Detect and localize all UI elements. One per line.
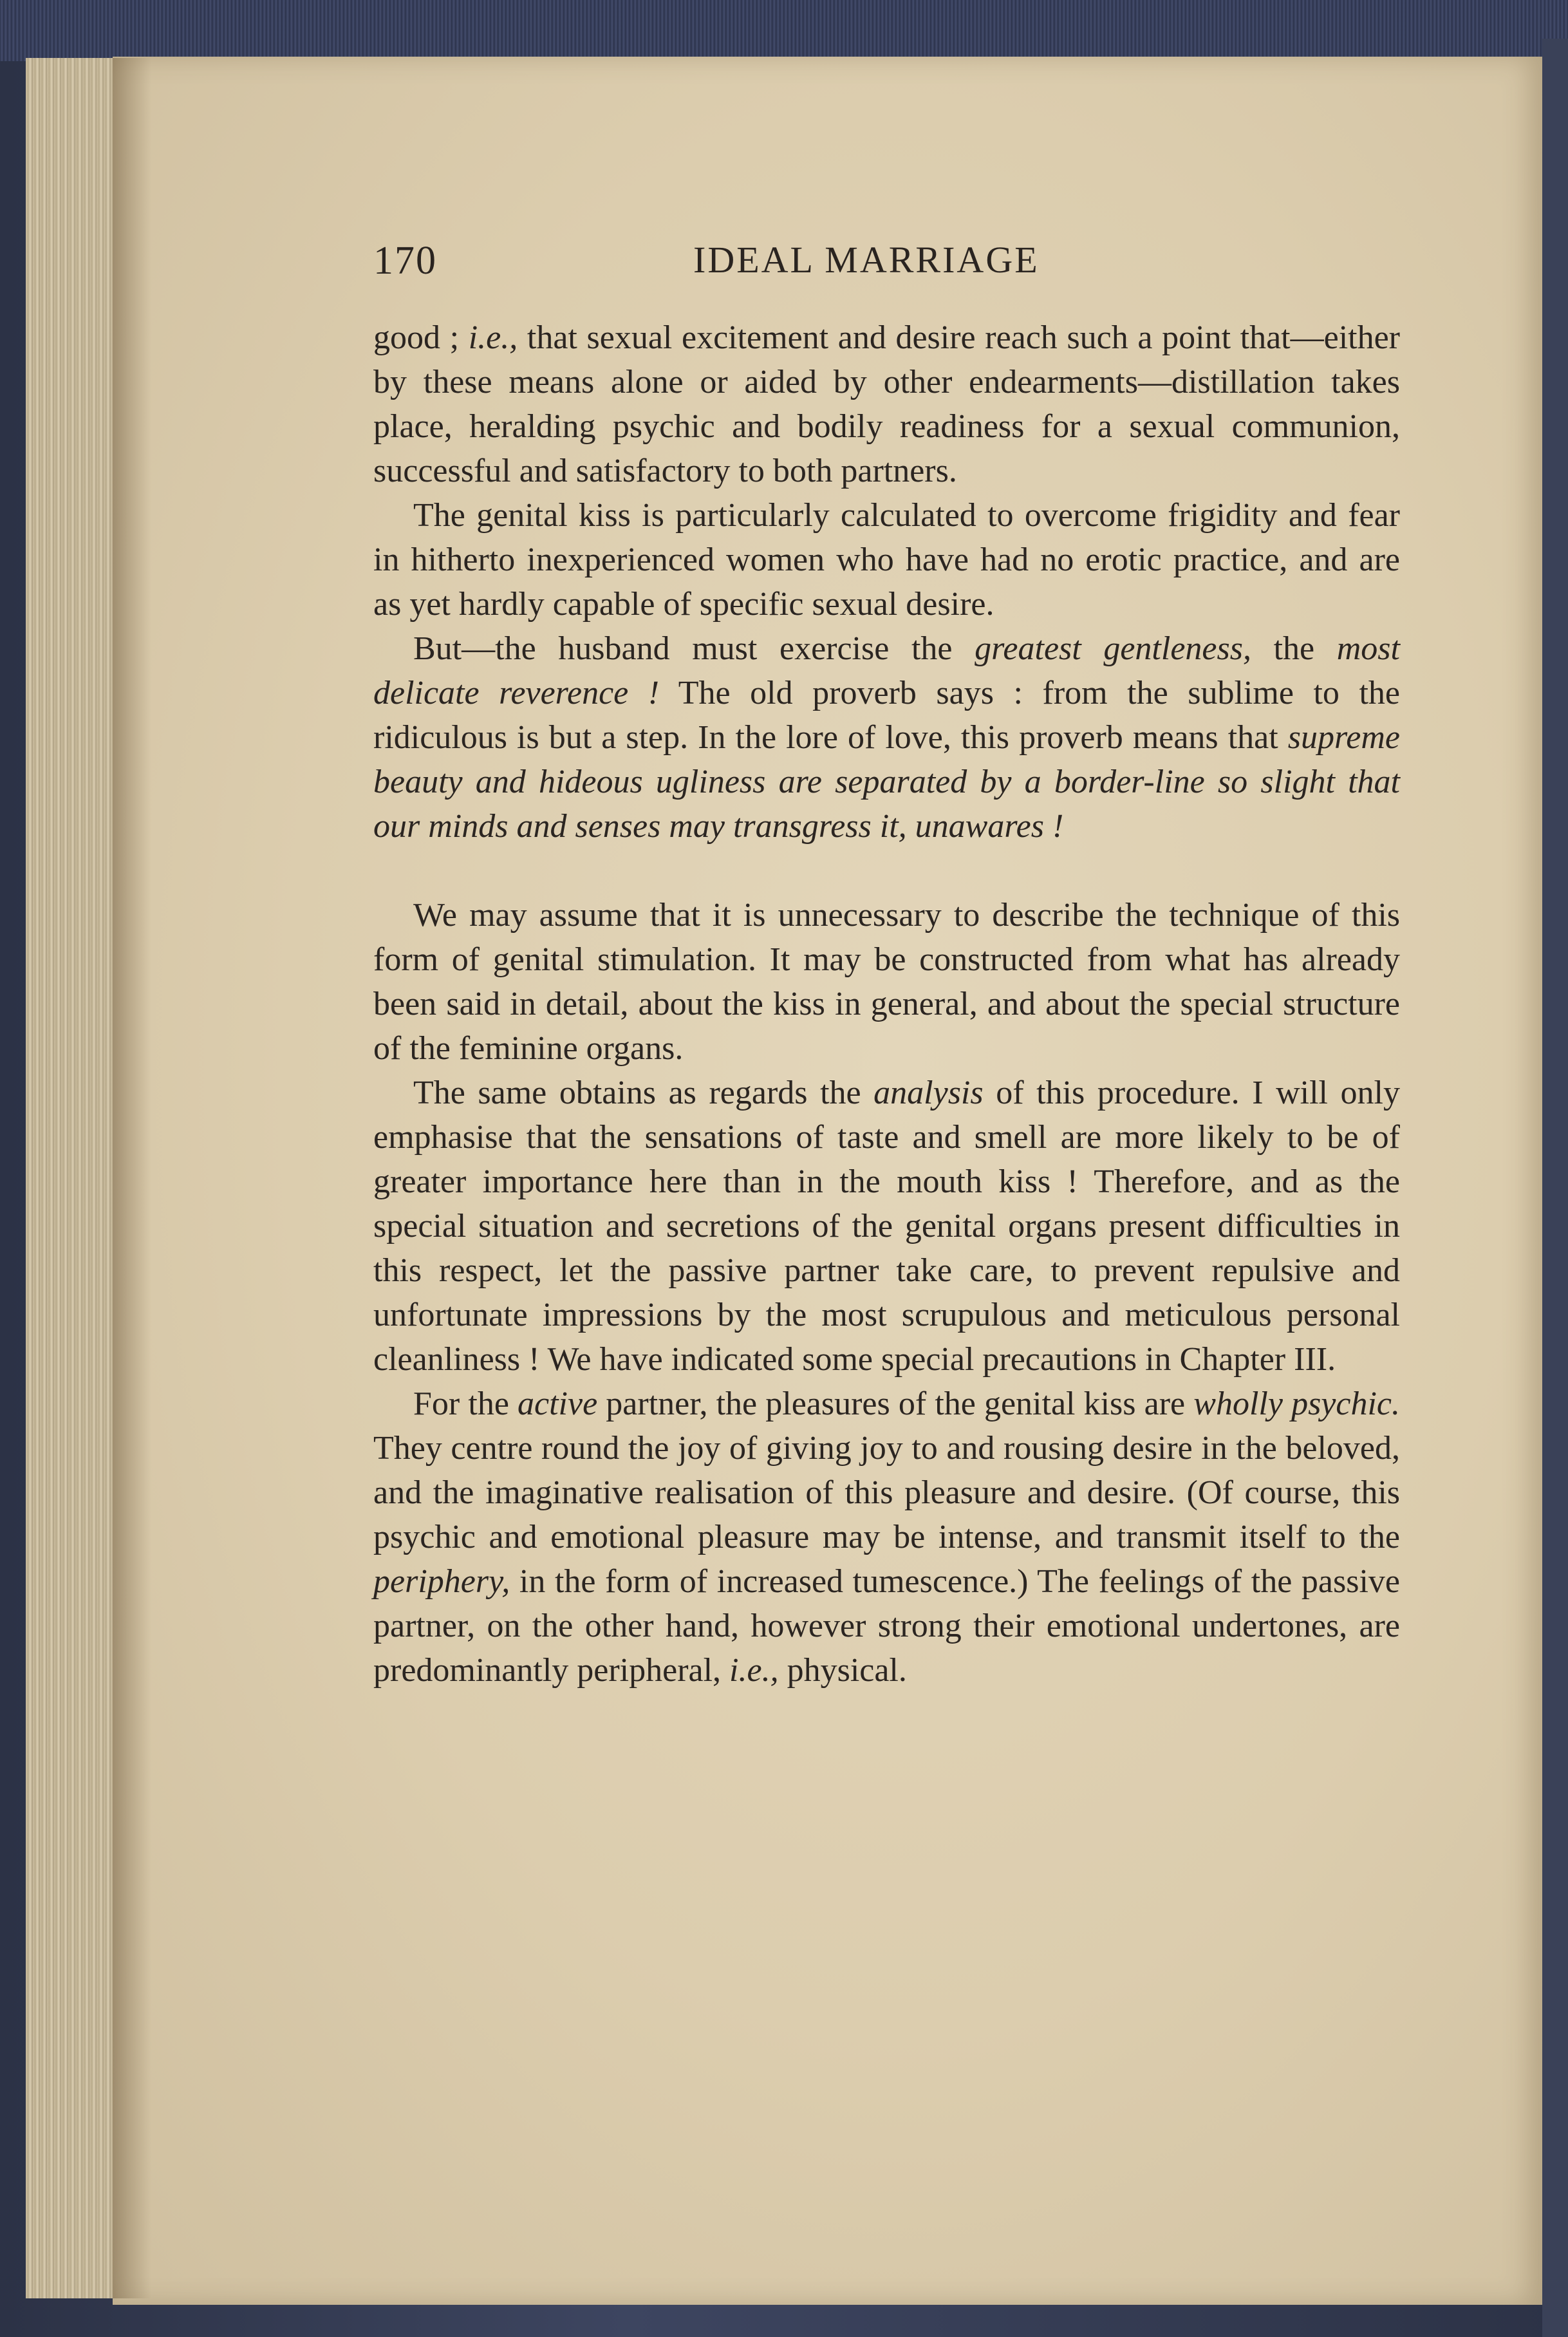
paragraph: We may assume that it is unnecessary to describe the technique of this form of genital stimulation. It may be constructed from what has already been said in detail, about the kiss in general, and about the special structure of the feminine organs. <box>373 897 1400 1067</box>
paragraph: good ; i.e., that sexual excitement and desire reach such a point that—either by these means alone or aided by other endearments—distillation takes place, heralding psychic and bodily readiness for a sexual communion, successful and satisfactory to both partners. <box>373 319 1400 489</box>
book-cover-right-edge <box>1542 39 1568 2337</box>
italic-phrase: supreme beauty and hideous ugliness are separated by a border-line so slight that our minds and senses may transgress it, unawares ! <box>373 719 1400 845</box>
italic-phrase: wholly psychic. <box>1193 1385 1400 1422</box>
italic-phrase: periphery, <box>373 1563 510 1600</box>
page-header <box>373 238 1403 290</box>
italic-phrase: i.e., <box>729 1652 779 1689</box>
book-cover-top-edge <box>0 0 1568 61</box>
paragraph: But—the husband must exercise the greatest gentleness, the most delicate reverence ! The old proverb says : from the sublime to the ridiculous is but a step. In the lore of love, this proverb means that supreme beauty and hideous ugliness are separated by a border-line so slight that our minds and senses may transgress it, unawares ! <box>373 630 1400 845</box>
paragraph: The genital kiss is particularly calculated to overcome frigidity and fear in hitherto inexperienced women who have had no erotic practice, and are as yet hardly capable of specific sexual desire. <box>373 497 1400 623</box>
italic-phrase: analysis <box>873 1075 984 1111</box>
paragraph: The same obtains as regards the analysis of this procedure. I will only emphasise that the sensations of taste and smell are more likely to be of greater importance here than in the mouth kiss ! Therefore, and as the special situation and secretions of the genital organs present difficulties in this respect, let the passive partner take care, to prevent repulsive and unfortunate impressions by the most scrupulous and meticulous personal cleanliness ! We have indicated some special precautions in Chapter III. <box>373 1075 1400 1378</box>
italic-phrase: most delicate reverence ! <box>373 630 1400 711</box>
paragraph: For the active partner, the pleasures of the genital kiss are wholly psychic. They centre round the joy of giving joy to and rousing desire in the beloved, and the imaginative realisation of this pleasure and desire. (Of course, this psychic and emotional pleasure may be intense, and transmit itself to the periphery, in the form of increased tumescence.) The feelings of the passive partner, on the other hand, however strong their emotional undertones, are predominantly peripheral, i.e., physical. <box>373 1385 1400 1689</box>
body-text <box>373 315 1400 1693</box>
running-title: IDEAL MARRIAGE <box>693 239 1040 281</box>
italic-phrase: i.e., <box>468 319 518 356</box>
page-number: 170 <box>373 239 437 283</box>
gutter-shadow <box>113 58 151 2298</box>
italic-phrase: active <box>518 1385 598 1422</box>
italic-phrase: greatest gentleness, <box>975 630 1251 667</box>
page-stack-edge <box>26 58 117 2298</box>
